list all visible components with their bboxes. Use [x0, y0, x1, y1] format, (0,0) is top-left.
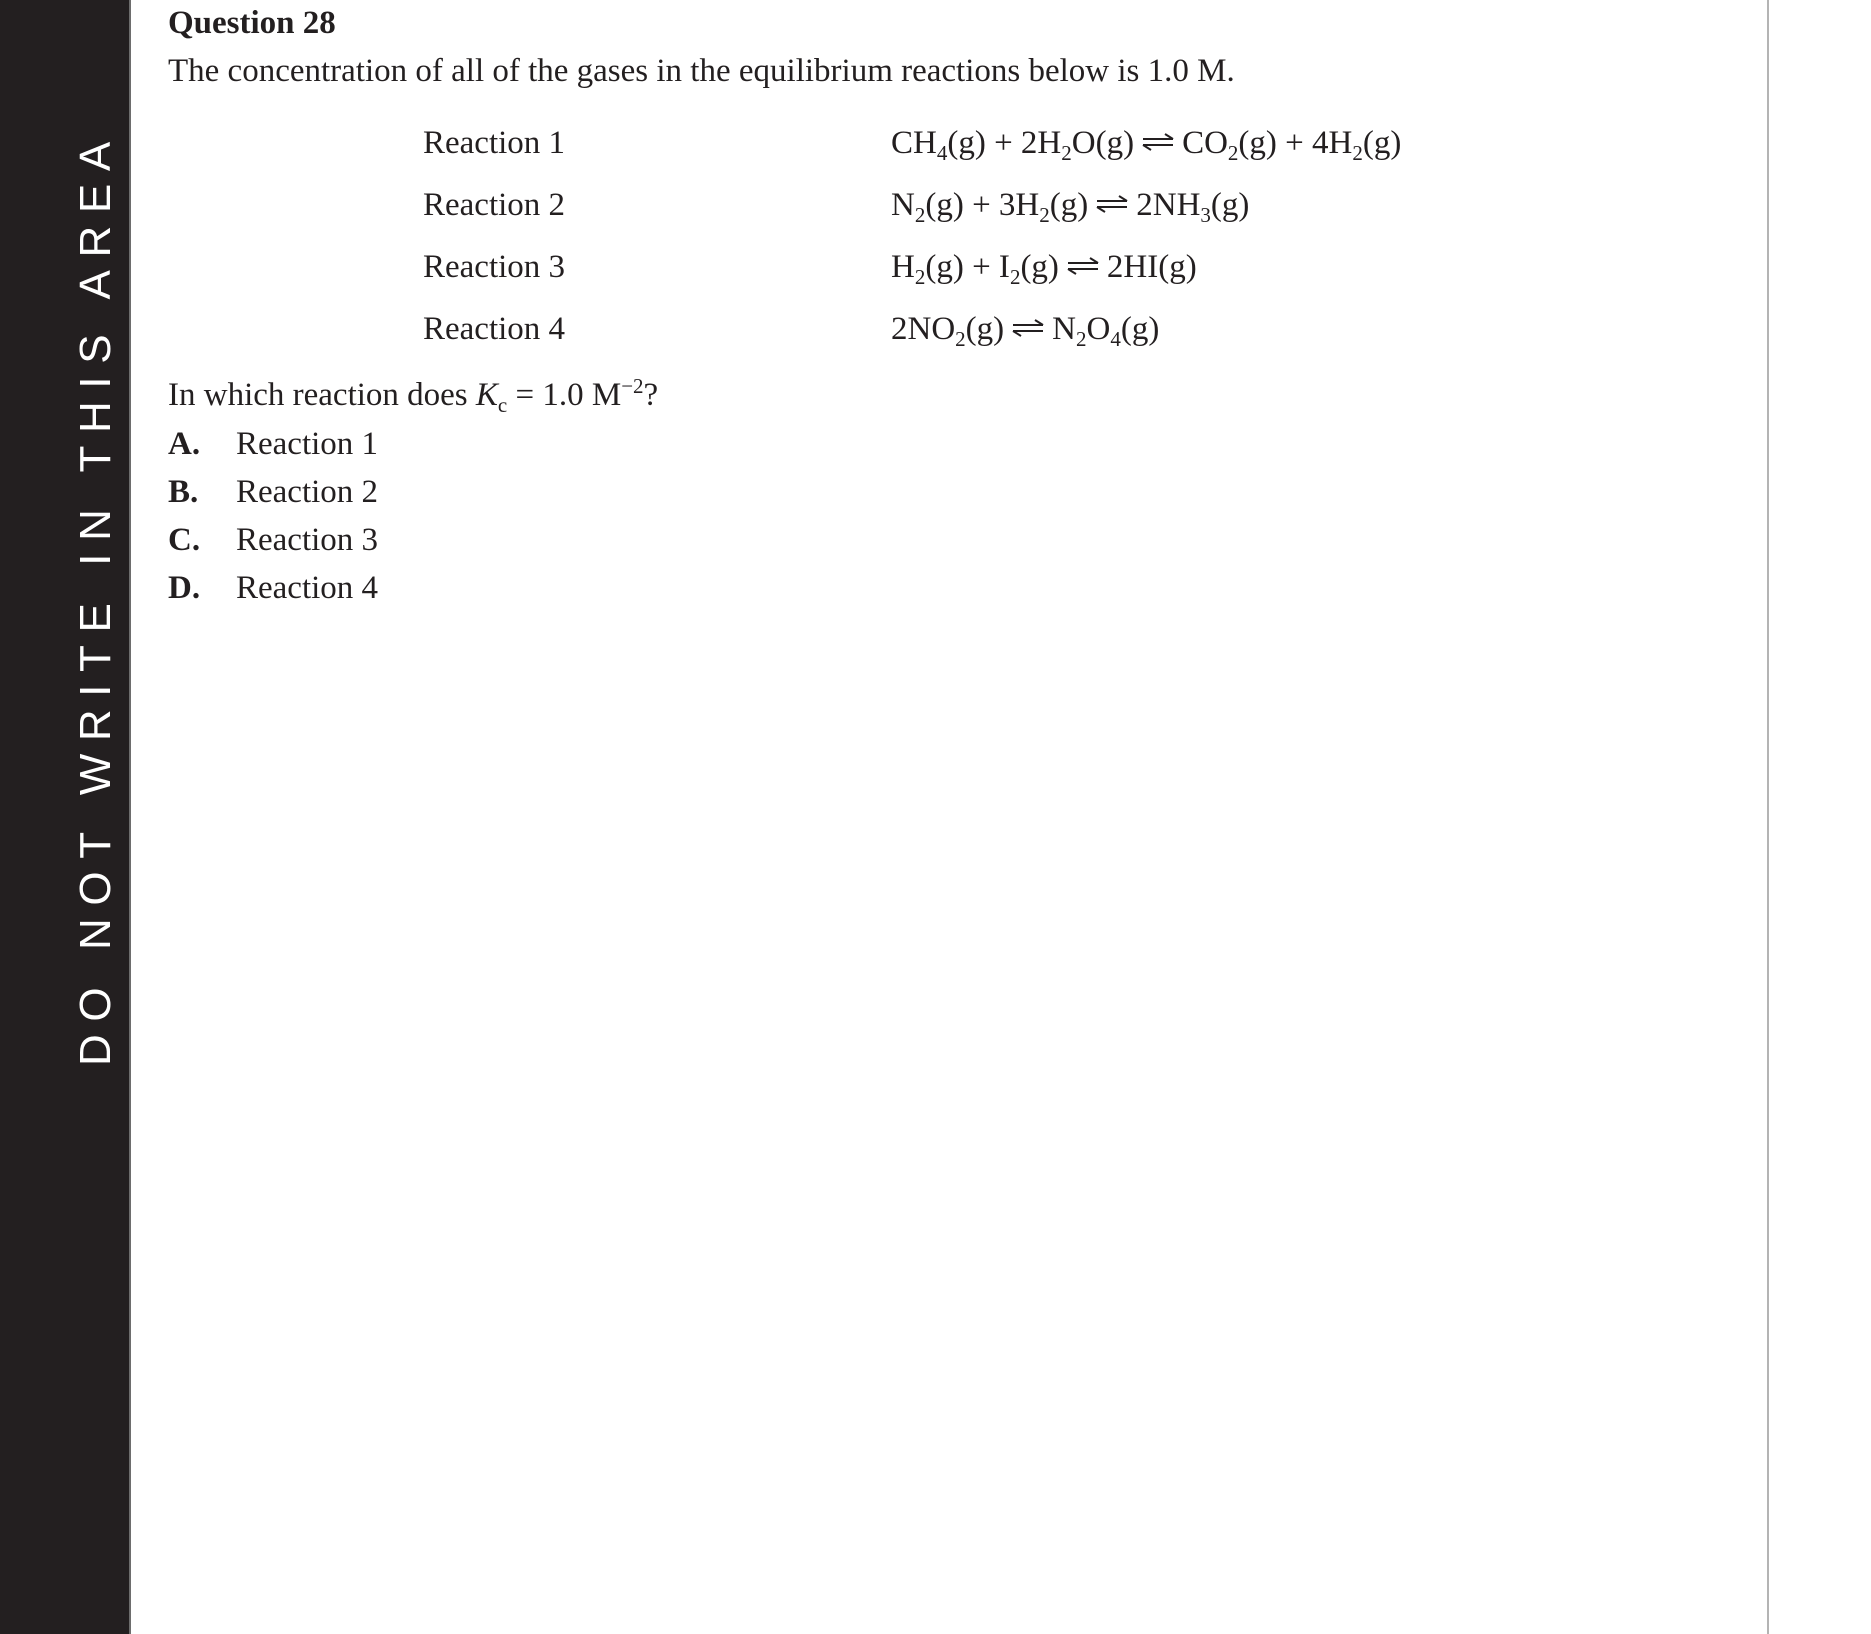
- option-text: Reaction 3: [236, 522, 379, 558]
- reaction-label: Reaction 1: [423, 125, 566, 161]
- equilibrium-arrow-icon: [1067, 257, 1099, 275]
- equilibrium-arrow-icon: [1142, 133, 1174, 151]
- reaction-label: Reaction 3: [423, 249, 566, 285]
- answer-option-a[interactable]: [168, 425, 378, 465]
- answer-option-c[interactable]: [168, 521, 378, 561]
- question-title: Question 28: [168, 5, 336, 41]
- reaction-equation: $H_2(g) + I_2(g)$ 2HI(g): [891, 249, 1197, 289]
- reaction-equation: $N_2(g) + 3H_2(g)$ $2NH_3(g)$: [891, 187, 1250, 227]
- option-letter: D.: [168, 570, 201, 606]
- margin-bar: [0, 0, 131, 1634]
- answer-option-b[interactable]: [168, 473, 378, 513]
- question-stem: In which reaction does $K_c = 1.0$ $M^{-2}$?: [168, 374, 659, 417]
- option-text: Reaction 4: [236, 570, 379, 606]
- option-text: Reaction 2: [236, 474, 379, 510]
- option-letter: C.: [168, 522, 201, 558]
- reaction-label: Reaction 4: [423, 311, 566, 347]
- answer-option-d[interactable]: [168, 569, 378, 609]
- equilibrium-arrow-icon: [1012, 319, 1044, 337]
- right-margin-rule: [1767, 0, 1769, 1634]
- equilibrium-arrow-icon: [1096, 195, 1128, 213]
- reaction-equation: $CH_4(g) + 2H_2O(g) CO_2(g) + 4H_2(g)$: [891, 125, 1402, 165]
- option-text: Reaction 1: [236, 426, 379, 462]
- reaction-equation: $2NO_2(g)$ $N_2O_4(g)$: [891, 311, 1160, 351]
- option-letter: B.: [168, 474, 199, 510]
- reaction-label: Reaction 2: [423, 187, 566, 223]
- question-intro: The concentration of all of the gases in the equilibrium reactions below is 1.0 M.: [168, 53, 1235, 89]
- option-letter: A.: [168, 426, 201, 462]
- do-not-write-notice: DO NOT WRITE IN THIS AREA: [71, 129, 120, 1066]
